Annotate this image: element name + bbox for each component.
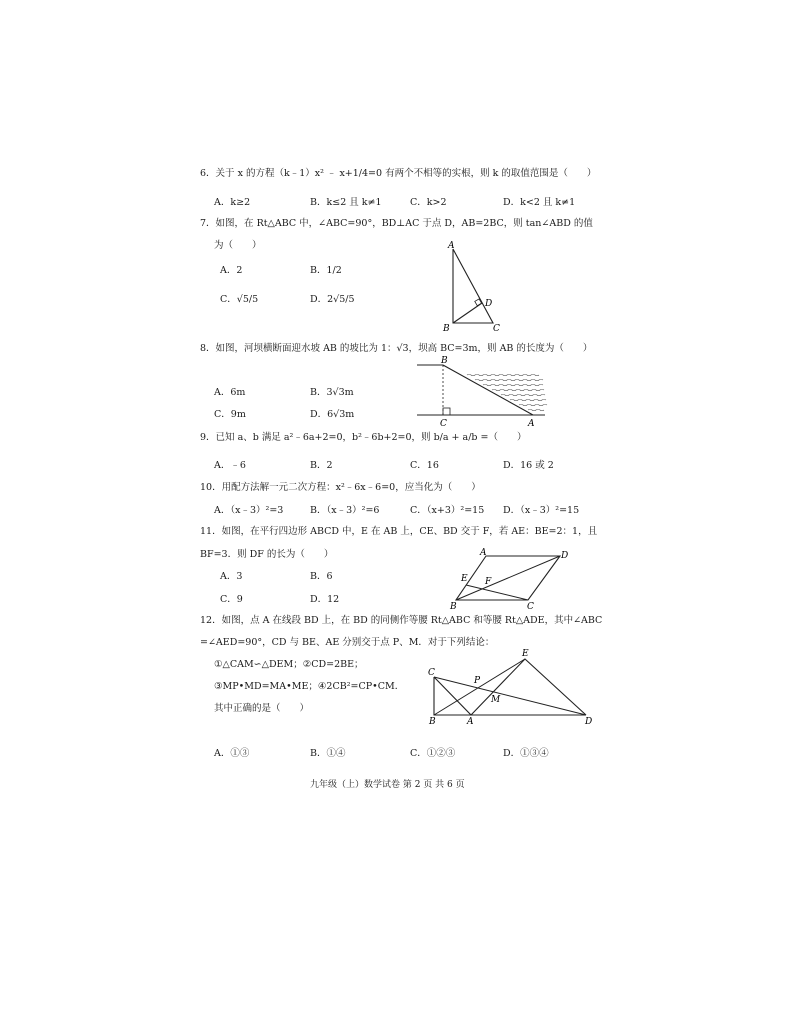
q12-stem-line1: 12．如图，点 A 在线段 BD 上，在 BD 的同侧作等腰 Rt△ABC 和等腰 Rt△ADE，其中∠ABC: [200, 615, 603, 626]
q12-label-m: M: [491, 695, 501, 705]
q6-option-d: D．k<2 且 k≠1: [503, 197, 576, 208]
q11-option-a: A．3: [220, 571, 243, 582]
q7-stem-line2: 为（ ）: [214, 240, 262, 251]
q6-option-c: C．k>2: [410, 197, 447, 208]
q12-label-e: E: [522, 649, 529, 659]
q10-stem: 10．用配方法解一元二次方程：x²﹣6x﹣6=0，应当化为（ ）: [200, 482, 481, 493]
q12-prompt: 其中正确的是（ ）: [214, 703, 310, 714]
q10-option-a: A．（x﹣3）²=3: [214, 505, 284, 516]
q11-option-c: C．9: [220, 594, 243, 605]
q8-option-b: B．3√3m: [310, 387, 354, 398]
q12-label-b: B: [429, 717, 436, 727]
q12-conclusion-2: ③MP•MD=MA•ME；④2CB²=CP•CM．: [214, 681, 405, 692]
q11-label-e: E: [461, 574, 468, 584]
q9-option-d: D．16 或 2: [503, 460, 554, 471]
q12-conclusion-1: ①△CAM∽△DEM；②CD=2BE；: [214, 659, 364, 670]
q7-label-c: C: [493, 324, 500, 334]
q8-label-b: B: [441, 356, 448, 366]
q12-figure-triangles: [424, 646, 599, 729]
q7-option-d: D．2√5/5: [310, 294, 355, 305]
q11-stem-line2: BF=3．则 DF 的长为（ ）: [200, 549, 334, 560]
q9-stem: 9．已知 a、b 满足 a²﹣6a+2=0，b²﹣6b+2=0，则 b/a + a/b =（ ）: [200, 432, 527, 443]
q9-option-a: A．﹣6: [214, 460, 246, 471]
q11-option-b: B．6: [310, 571, 333, 582]
q6-option-b: B．k≤2 且 k≠1: [310, 197, 382, 208]
q12-option-d: D．①③④: [503, 748, 549, 759]
q8-option-a: A．6m: [214, 387, 246, 398]
q7-label-d: D: [485, 299, 493, 309]
q11-label-f: F: [485, 577, 492, 587]
q11-label-c: C: [527, 602, 534, 612]
q11-label-b: B: [450, 602, 457, 612]
q7-figure-triangle: [438, 240, 508, 338]
q12-label-d: D: [585, 717, 593, 727]
q7-stem-line1: 7．如图，在 Rt△ABC 中，∠ABC=90°，BD⊥AC 于点 D，AB=2BC，则 tan∠ABD 的值: [200, 218, 593, 229]
q9-option-b: B．2: [310, 460, 333, 471]
q7-label-a: A: [448, 241, 455, 251]
q7-option-a: A．2: [220, 265, 243, 276]
q6-stem: 6．关于 x 的方程（k﹣1）x² ﹣ x+1/4=0 有两个不相等的实根，则 k 的取值范围是（ ）: [200, 168, 597, 179]
q11-option-d: D．12: [310, 594, 340, 605]
q8-stem: 8．如图，河坝横断面迎水坡 AB 的坡比为 1：√3，坝高 BC=3m，则 AB 的长度为（ ）: [200, 343, 593, 354]
q10-option-c: C．（x+3）²=15: [410, 505, 485, 516]
q8-label-a: A: [528, 419, 535, 429]
page-footer: 九年级（上）数学试卷 第 2 页 共 6 页: [310, 780, 465, 790]
q12-stem-line2: =∠AED=90°，CD 与 BE、AE 分别交于点 P、M．对于下列结论：: [200, 637, 495, 648]
q12-label-p: P: [474, 676, 481, 686]
q7-label-b: B: [443, 324, 450, 334]
q11-label-a: A: [480, 548, 487, 558]
q8-option-d: D．6√3m: [310, 409, 355, 420]
q8-label-c: C: [440, 419, 447, 429]
q10-option-b: B．（x﹣3）²=6: [310, 505, 380, 516]
q7-option-c: C．√5/5: [220, 294, 259, 305]
q9-option-c: C．16: [410, 460, 439, 471]
q12-label-e-c: C: [428, 668, 435, 678]
q8-option-c: C．9m: [214, 409, 246, 420]
q12-option-c: C．①②③: [410, 748, 456, 759]
q12-option-a: A．①③: [214, 748, 250, 759]
q12-option-b: B．①④: [310, 748, 346, 759]
q11-figure-parallelogram: [448, 546, 573, 617]
q10-option-d: D．（x﹣3）²=15: [503, 505, 580, 516]
q6-option-a: A．k≥2: [214, 197, 251, 208]
q12-label-a: A: [467, 717, 474, 727]
q11-stem-line1: 11．如图，在平行四边形 ABCD 中，E 在 AB 上，CE、BD 交于 F，若 AE：BE=2：1，且: [200, 526, 598, 537]
q8-figure-dam: [415, 355, 550, 433]
q11-label-d: D: [561, 551, 569, 561]
q7-option-b: B．1/2: [310, 265, 342, 276]
